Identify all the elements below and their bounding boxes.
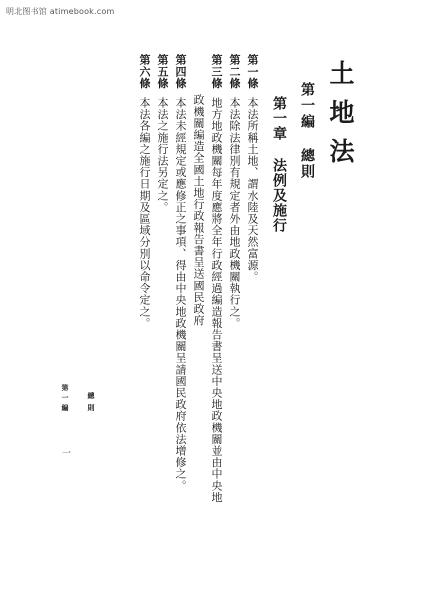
article-4-label: 第四條 — [174, 54, 187, 89]
document-title: 土地法 — [326, 60, 355, 177]
article-4 — [175, 54, 186, 491]
article-2-label: 第二條 — [228, 54, 241, 89]
watermark: 明北图书馆 atimebook.com — [6, 7, 115, 16]
side-head-label: 總則 — [87, 392, 96, 416]
article-1-text: 本法所稱土地、謂水陸及天然富源。 — [246, 96, 259, 283]
article-5-label: 第五條 — [156, 54, 169, 89]
article-3-text: 地方地政機關每年度應將全年行政經過編造報告書呈送中央地政機關並由中央地 — [210, 96, 223, 503]
side-part-label: 第一編 — [61, 384, 70, 414]
article-2 — [229, 54, 240, 329]
article-6-text: 本法各編之施行日期及區域分別以命令定之。 — [138, 96, 151, 329]
article-3 — [211, 54, 222, 503]
article-6-label: 第六條 — [138, 54, 151, 89]
folio-number: 一 — [60, 448, 70, 457]
part-heading: 第一編 總則 — [299, 82, 315, 180]
article-4-text: 本法未經規定或應修正之事項、得由中央地政機關呈請國民政府依法增修之。 — [174, 96, 187, 492]
article-2-text: 本法除法律別有規定者外由地政機關執行之。 — [228, 96, 241, 329]
chapter-heading: 第一章 法例及施行 — [271, 96, 287, 233]
article-6 — [139, 54, 150, 329]
article-3-continuation: 政機關編造全國土地行政報告書呈送國民政府 — [192, 94, 205, 326]
article-1-label: 第一條 — [246, 54, 259, 89]
article-3-label: 第三條 — [210, 54, 223, 89]
article-1 — [247, 54, 258, 282]
article-5-text: 本法之施行法另定之。 — [156, 96, 169, 213]
article-5 — [157, 54, 168, 213]
